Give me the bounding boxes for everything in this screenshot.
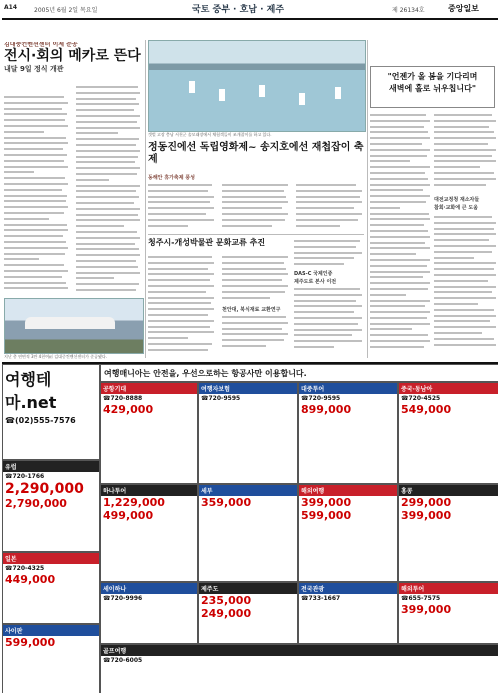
ad-box-15 xyxy=(2,624,100,693)
travel-ad-phone: ☎(02)555-7576 xyxy=(5,416,76,425)
issue-date: 2005년 6월 2일 목요일 xyxy=(34,7,98,14)
right-article-body-col2 xyxy=(434,112,496,192)
das-subhead: DAS-C 국제인증 xyxy=(294,271,333,277)
ad-box-12-price: 235,000 xyxy=(201,594,252,607)
ad-box-9-price: 299,000 xyxy=(401,496,452,509)
right-article-body-col3 xyxy=(434,214,496,354)
ad-box-6 xyxy=(100,484,198,582)
header-rule xyxy=(2,18,498,20)
convention-center-caption: 지난 총 연면적 3만 4천여㎡ 김대중컨벤션센터가 준공됐다. xyxy=(4,354,107,359)
ad-box-3-title: 대중투어 xyxy=(299,383,397,394)
ad-box-1 xyxy=(100,382,198,484)
ad-box-11-phone: ☎720-9996 xyxy=(103,595,143,602)
ad-box-15-title: 사이판 xyxy=(3,625,99,636)
cheongju-body-col1 xyxy=(148,254,216,352)
ad-box-1-price: 429,000 xyxy=(103,403,154,416)
issue-number: 제 26134호 xyxy=(392,7,425,14)
ad-box-15-price: 599,000 xyxy=(5,636,56,649)
ad-box-7-title: 세부 xyxy=(199,485,297,496)
column-divider xyxy=(145,40,146,358)
festival-body-col3 xyxy=(296,182,364,230)
ad-box-6-price: 1,229,000 xyxy=(103,496,165,509)
right-sidebar-head1: 대전교정청 재소자들 xyxy=(434,197,480,203)
section-divider xyxy=(148,234,364,235)
pull-quote-box xyxy=(370,66,495,108)
ad-box-12-title: 제주도 xyxy=(199,583,297,594)
page-header xyxy=(0,0,500,18)
left-article-subhead: 내달 9일 정식 개관 xyxy=(4,64,64,73)
ad-box-4-price: 549,000 xyxy=(401,403,452,416)
ad-box-3-price: 899,000 xyxy=(301,403,352,416)
ad-box-14-price: 399,000 xyxy=(401,603,452,616)
travel-ad-slogan: 여행매니아는 안전을, 우선으로하는 항공사만 이용합니다. xyxy=(104,369,307,378)
ad-box-10-title: 일본 xyxy=(3,553,99,564)
left-article-body-col2 xyxy=(76,84,142,296)
ad-box-2-title: 여행자보험 xyxy=(199,383,297,394)
ad-box-8 xyxy=(298,484,398,582)
ad-box-6-title: 하나투어 xyxy=(101,485,197,496)
ad-box-13 xyxy=(298,582,398,644)
festival-headline: 정동진에선 독립영화제~ 송지호에선 재첩잡이 축제 xyxy=(148,142,364,165)
ad-box-9-title: 홍콩 xyxy=(399,485,498,496)
mudflat-photo-caption: 갯벌 고장 충남 서천군 솔모래장에서 체험객들이 조개잡이를 하고 있다. xyxy=(148,132,272,137)
festival-body-col2 xyxy=(222,182,290,230)
left-article-headline: 전시·회의 메카로 뜬다 xyxy=(4,47,141,64)
ad-box-3 xyxy=(298,382,398,484)
ad-box-4-phone: ☎720-4525 xyxy=(401,395,441,402)
pull-quote-line1: "언젠가 올 봄을 기다리며 xyxy=(387,72,478,81)
ad-box-12-price2: 249,000 xyxy=(201,607,252,620)
pull-quote-line2: 새벽에 홀로 뉘우칩니다" xyxy=(388,84,477,93)
ad-box-2-phone: ☎720-9595 xyxy=(201,395,241,402)
das-body-top xyxy=(294,238,364,268)
newspaper-logo: 중앙일보 xyxy=(448,4,479,13)
ad-box-6-price2: 499,000 xyxy=(103,509,154,522)
advertisement-section xyxy=(2,362,498,693)
jeju-subhead: 제주도로 본사 이전 xyxy=(294,279,337,285)
left-article-body-col1 xyxy=(4,94,70,294)
right-article-body-col1 xyxy=(370,112,430,356)
festival-subhead: 동해안 휴가축제 풍성 xyxy=(148,175,195,181)
ad-box-7 xyxy=(198,484,298,582)
right-sidebar-head2: 참회·교화에 큰 도움 xyxy=(434,205,479,211)
cheongju-body-col2 xyxy=(222,254,288,304)
travel-ad-main xyxy=(2,364,100,460)
ad-box-10-price: 449,000 xyxy=(5,573,56,586)
ad-box-5-price: 2,290,000 xyxy=(5,481,84,497)
ad-box-7-price: 359,000 xyxy=(201,496,252,509)
column-divider-right xyxy=(367,40,368,358)
ad-box-8-title: 해외여행 xyxy=(299,485,397,496)
ad-box-5-phone: ☎720-1766 xyxy=(5,473,45,480)
mudflat-photo xyxy=(148,40,366,132)
ad-box-5-price2: 2,790,000 xyxy=(5,497,67,510)
left-article-kicker: 김대중컨벤션센터 이제 준공 xyxy=(4,42,78,48)
ad-box-16-phone: ☎720-6005 xyxy=(103,657,143,664)
ad-box-14-title: 해외투어 xyxy=(399,583,498,594)
ad-box-12 xyxy=(198,582,298,644)
festival-body-col1 xyxy=(148,182,216,230)
ad-box-4 xyxy=(398,382,498,484)
section-title: 국토 중부 · 호남 · 제주 xyxy=(192,5,285,15)
ad-box-5-title: 유럽 xyxy=(3,461,99,472)
ad-box-1-title: 공항기대 xyxy=(101,383,197,394)
ad-box-1-phone: ☎720-8888 xyxy=(103,395,143,402)
left-article-header xyxy=(4,42,142,73)
ad-box-10-phone: ☎720-4325 xyxy=(5,565,45,572)
cheonan-body xyxy=(222,314,288,354)
ad-box-16-title: 골프여행 xyxy=(101,645,498,656)
ad-box-9 xyxy=(398,484,498,582)
ad-box-5 xyxy=(2,460,100,552)
ad-box-8-price: 399,000 xyxy=(301,496,352,509)
travel-ad-banner xyxy=(100,364,498,382)
jeju-body xyxy=(294,286,364,354)
ad-box-3-phone: ☎720-9595 xyxy=(301,395,341,402)
travel-ad-title: 여행테마.net xyxy=(5,370,57,412)
ad-box-13-title: 전국관광 xyxy=(299,583,397,594)
ad-box-14 xyxy=(398,582,498,644)
ad-box-8-price2: 599,000 xyxy=(301,509,352,522)
cheonan-subhead: 천안대, 북식재료 교환연구 xyxy=(222,307,281,313)
ad-box-14-phone: ☎655-7575 xyxy=(401,595,441,602)
ad-box-13-phone: ☎733-1667 xyxy=(301,595,341,602)
cheongju-headline: 청주시-개성박물관 문화교류 추진 xyxy=(148,238,266,247)
ad-box-11-title: 세이하나 xyxy=(101,583,197,594)
ad-box-2 xyxy=(198,382,298,484)
ad-box-11 xyxy=(100,582,198,644)
ad-box-4-title: 중국·동남아 xyxy=(399,383,498,394)
convention-center-photo xyxy=(4,298,144,354)
ad-box-16 xyxy=(100,644,498,693)
page-number: A14 xyxy=(4,4,17,11)
ad-box-9-price2: 399,000 xyxy=(401,509,452,522)
ad-box-10 xyxy=(2,552,100,624)
